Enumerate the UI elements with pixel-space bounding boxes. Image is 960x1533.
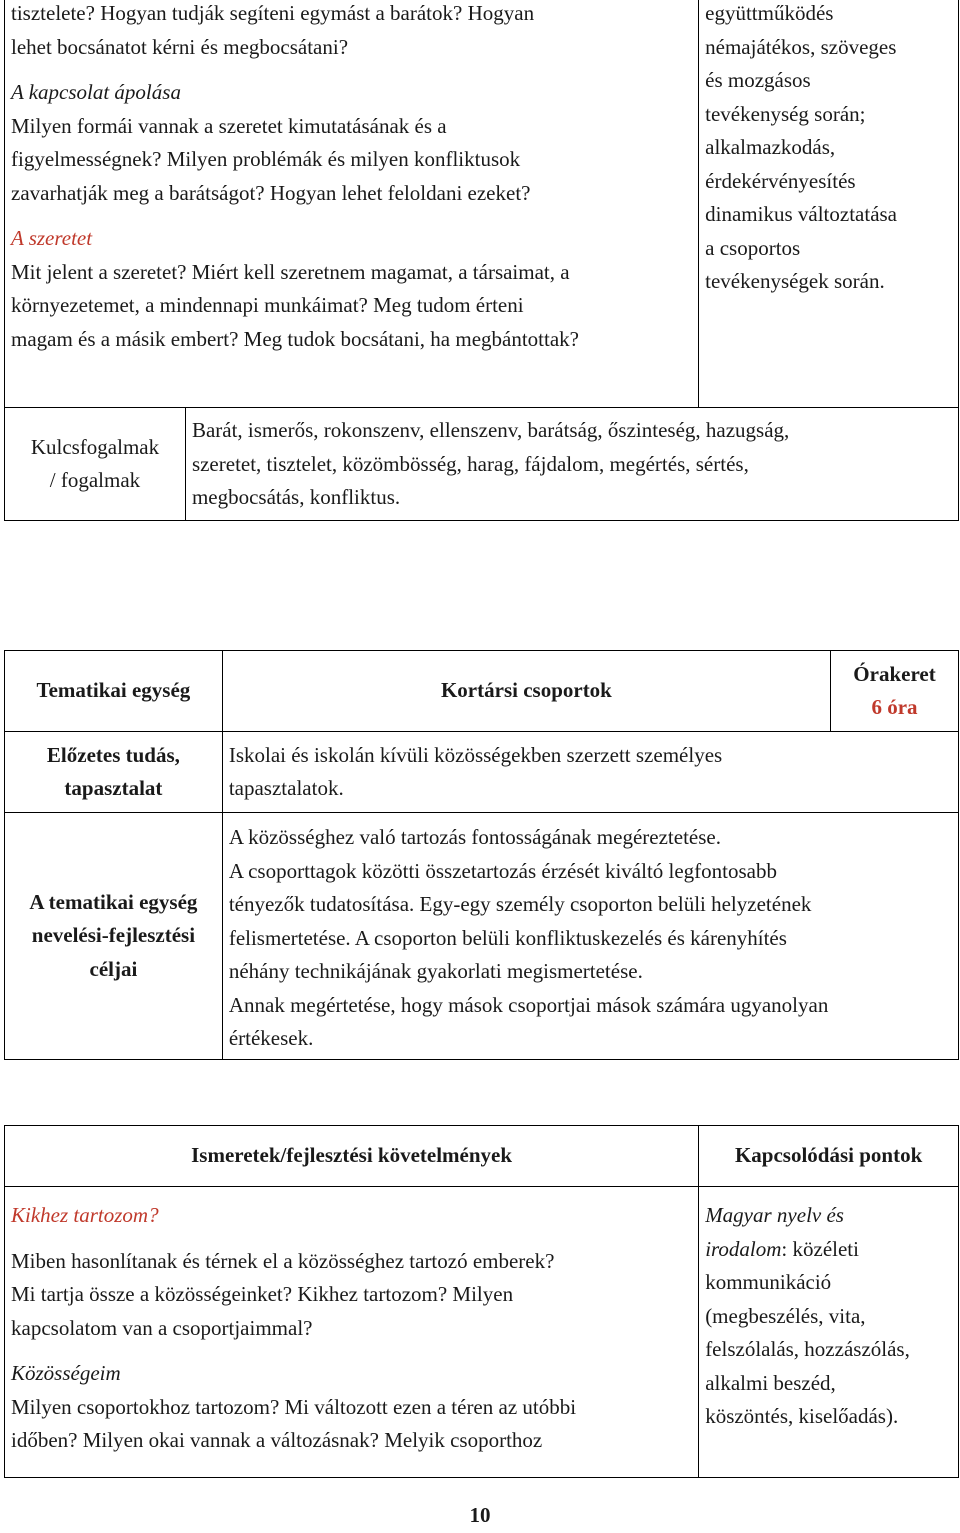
kulcsfogalmak-label-cell [5, 408, 186, 521]
text-line: A csoporttagok közötti összetartozás érzését kiváltó legfontosabb [228, 858, 778, 883]
elozetes-cell [222, 732, 958, 813]
celok-cell [222, 813, 958, 1060]
text-line: A közösséghez való tartozás fontosságának megéreztetése. [228, 825, 721, 849]
text-line: köszöntés, kiselőadás). [705, 1404, 899, 1428]
row-label: tapasztalat [64, 776, 163, 800]
kapcsolodasi-header-cell [699, 1126, 959, 1187]
text-line: érdekérvényesítés [705, 168, 856, 193]
section-heading-kapcsolat: A kapcsolat ápolása [11, 80, 181, 104]
text-line: tényezők tudatosítása. Egy-egy személy csoporton belüli helyzetének [228, 892, 812, 916]
text-line: Annak megértetése, hogy mások csoportjai mások számára ugyanolyan [228, 992, 829, 1017]
table-row [5, 0, 959, 408]
row-label: céljai [89, 956, 138, 981]
kulcsfogalmak-cell [185, 408, 958, 521]
table-row [5, 651, 959, 732]
text-line: időben? Milyen okai vannak a változásnak? Melyik csoporthoz [11, 1428, 543, 1452]
table-row [5, 408, 959, 521]
subject-name: irodalom [705, 1236, 782, 1261]
elozetes-label-cell [5, 732, 223, 813]
table-row [5, 813, 959, 1060]
text-line: lehet bocsánatot kérni és megbocsátani? [11, 34, 349, 59]
text-line: Mit jelent a szeretet? Miért kell szeretnem magamat, a társaimat, a [11, 259, 570, 284]
text-line [705, 1233, 952, 1267]
text-line: tevékenység során; [705, 101, 866, 126]
subject-tail: : közéleti [781, 1236, 859, 1261]
row-label: A tematikai egység [29, 889, 198, 914]
text-line: néhány technikájának gyakorlati megismertetése. [228, 959, 643, 983]
text-line: tisztelete? Hogyan tudják segíteni egymást a barátok? Hogyan [11, 1, 535, 25]
text-line: és mozgásos [705, 68, 811, 92]
text-line: felszólalás, hozzászólás, [705, 1337, 910, 1361]
kapcsolodasi-cell [699, 1187, 959, 1478]
text-line: magam és a másik embert? Meg tudok bocsátani, ha megbántottak? [11, 326, 579, 351]
row-label: Tematikai egység [36, 678, 191, 703]
text-line: környezetemet, a mindennapi munkáimat? Meg tudom érteni [11, 293, 524, 317]
text-line: némajátékos, szöveges [705, 34, 897, 59]
text-line: szeretet, tisztelet, közömbösség, harag, fájdalom, megértés, sértés, [191, 451, 749, 476]
text-line: megbocsátás, konfliktus. [191, 485, 401, 509]
text-line: Miben hasonlítanak és térnek el a közösséghez tartozó emberek? [11, 1248, 555, 1273]
text-line: kapcsolatom van a csoportjaimmal? [11, 1315, 313, 1340]
row-label: / fogalmak [49, 468, 141, 492]
kapcsolodasi-cell [699, 0, 959, 408]
orakeret-cell [831, 651, 959, 732]
section-heading-kozossegeim: Közösségeim [11, 1361, 121, 1385]
table-barati-kapcsolatok [4, 0, 959, 521]
ismeretek-cell [5, 1187, 699, 1478]
text-line: kommunikáció [705, 1270, 832, 1294]
row-label: Előzetes tudás, [46, 742, 180, 767]
table-row [5, 1187, 959, 1478]
tematikai-label-cell [5, 651, 223, 732]
column-header: Ismeretek/fejlesztési követelmények [191, 1143, 513, 1168]
orakeret-label: Órakeret [853, 661, 936, 686]
text-line: Milyen csoportokhoz tartozom? Mi változott ezen a téren az utóbbi [11, 1394, 577, 1419]
section-heading-szeretet: A szeretet [11, 226, 93, 250]
text-line: (megbeszélés, vita, [705, 1303, 866, 1328]
text-line: együttműködés [705, 1, 834, 25]
text-line: tapasztalatok. [228, 776, 344, 800]
subject-name: Magyar nyelv és [705, 1203, 844, 1227]
table-kortarsi-csoportok [4, 650, 959, 1060]
table-row [5, 732, 959, 813]
row-label: Kulcsfogalmak [30, 434, 160, 459]
text-line: dinamikus változtatása [705, 202, 898, 226]
text-line: Barát, ismerős, rokonszenv, ellenszenv, barátság, őszinteség, hazugság, [191, 418, 790, 442]
column-header: Kapcsolódási pontok [734, 1143, 923, 1168]
text-line: értékesek. [228, 1026, 314, 1050]
text-line: felismertetése. A csoporton belüli konfliktuskezelés és kárenyhítés [228, 925, 787, 950]
section-heading-kikhez: Kikhez tartozom? [11, 1203, 159, 1227]
table-ismeretek [4, 1125, 959, 1478]
text-line: zavarhatják meg a barátságot? Hogyan lehet feloldani ezeket? [11, 180, 531, 205]
text-line: Iskolai és iskolán kívüli közösségekben szerzett személyes [228, 742, 723, 767]
text-line: Milyen formái vannak a szeretet kimutatásának és a [11, 113, 447, 138]
content-cell [5, 0, 699, 408]
orakeret-value: 6 óra [871, 695, 918, 719]
table-row [5, 1126, 959, 1187]
page-number: 10 [469, 1503, 491, 1527]
text-line: alkalmi beszéd, [705, 1370, 836, 1395]
row-label: nevelési-fejlesztési [31, 923, 196, 948]
text-line: figyelmességnek? Milyen problémák és milyen konfliktusok [11, 147, 521, 171]
celok-label-cell [5, 813, 223, 1060]
unit-title: Kortársi csoportok [440, 678, 612, 703]
text-line: alkalmazkodás, [705, 135, 836, 159]
tematikai-title-cell [222, 651, 830, 732]
text-line: a csoportos [705, 235, 801, 260]
text-line: Mi tartja össze a közösségeinket? Kikhez tartozom? Milyen [11, 1282, 514, 1306]
ismeretek-header-cell [5, 1126, 699, 1187]
text-line: tevékenységek során. [705, 269, 885, 293]
